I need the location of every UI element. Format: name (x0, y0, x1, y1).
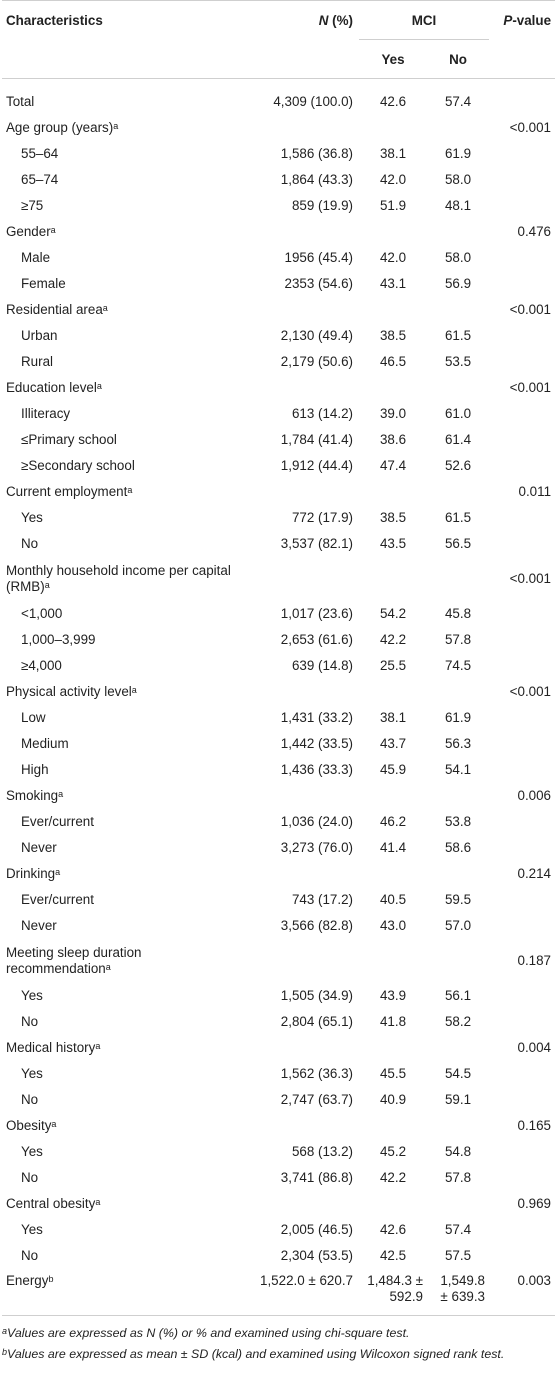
row-label: Energy$^b$ (2, 1269, 247, 1316)
cell-mci-yes: 39.0 (379, 406, 407, 421)
row-label: High (21, 762, 49, 777)
cell-n-percent (247, 1035, 359, 1061)
cell-mci-no: 61.9 (444, 710, 472, 725)
row-label: No (21, 1248, 39, 1263)
cell-n-percent (247, 679, 359, 705)
table-row (2, 245, 555, 271)
cell-n-percent: 568 (13.2) (291, 1144, 353, 1159)
footnote-marker: a (44, 580, 50, 590)
row-label: Obesity$^a$ (6, 1118, 57, 1133)
cell-p-value (489, 983, 555, 1009)
table-row (2, 79, 555, 116)
row-label: Low (21, 710, 46, 725)
row-label: Total (6, 94, 35, 109)
cell-p-value: <0.001 (509, 120, 552, 135)
cell-n-percent (247, 783, 359, 809)
cell-mci-yes: 45.2 (379, 1144, 407, 1159)
cell-mci-no (427, 1113, 489, 1139)
cell-n-percent: 772 (17.9) (291, 510, 353, 525)
cell-mci-yes: 40.5 (379, 892, 407, 907)
cell-mci-yes: 46.5 (379, 354, 407, 369)
table-row (2, 939, 555, 983)
cell-p-value: 0.214 (517, 866, 552, 881)
table-row (2, 835, 555, 861)
row-label: Age group (years)$^a$ (6, 120, 119, 135)
row-label: Yes (21, 510, 43, 525)
cell-mci-yes (359, 679, 427, 705)
table-row (2, 1165, 555, 1191)
cell-p-value (489, 1165, 555, 1191)
table-row (2, 349, 555, 375)
table-row (2, 601, 555, 627)
cell-mci-no: 61.5 (444, 328, 472, 343)
cell-mci-yes: 42.0 (379, 250, 407, 265)
cell-n-percent: 2,653 (61.6) (280, 632, 353, 647)
cell-n-percent: 3,566 (82.8) (280, 918, 353, 933)
cell-n-percent: 1956 (45.4) (284, 250, 353, 265)
cell-mci-no (427, 861, 489, 887)
row-label: Central obesity$^a$ (6, 1196, 101, 1211)
cell-mci-yes (359, 297, 427, 323)
cell-mci-yes: 43.7 (379, 736, 407, 751)
table-row (2, 453, 555, 479)
cell-mci-yes (359, 479, 427, 505)
cell-p-value: <0.001 (509, 571, 552, 586)
cell-mci-no (427, 783, 489, 809)
table-row (2, 479, 555, 505)
row-label: Urban (21, 328, 58, 343)
cell-n-percent: 1,784 (41.4) (280, 432, 353, 447)
table-row (2, 1009, 555, 1035)
footnote-marker: b (48, 1274, 54, 1284)
table-row (2, 1139, 555, 1165)
cell-n-percent (247, 557, 359, 601)
footnote-marker: a (95, 1197, 101, 1207)
cell-mci-no: 57.0 (444, 918, 472, 933)
cell-p-value (489, 401, 555, 427)
row-label: Medical history$^a$ (6, 1040, 101, 1055)
cell-mci-no: 56.5 (444, 536, 472, 551)
cell-p-value: 0.006 (517, 788, 552, 803)
table-row (2, 705, 555, 731)
row-label: Ever/current (21, 814, 94, 829)
cell-mci-yes: 25.5 (379, 658, 407, 673)
row-label: Drinking$^a$ (6, 866, 61, 881)
cell-n-percent: 4,309 (100.0) (273, 94, 353, 109)
cell-mci-yes: 47.4 (379, 458, 407, 473)
cell-mci-no: 58.0 (444, 250, 472, 265)
table-row (2, 1243, 555, 1269)
cell-n-percent: 1,431 (33.2) (280, 710, 353, 725)
row-label: No (21, 1014, 39, 1029)
cell-p-value (489, 505, 555, 531)
cell-mci-no (427, 375, 489, 401)
row-label: Female (21, 276, 66, 291)
row-label: Rural (21, 354, 53, 369)
cell-p-value (489, 245, 555, 271)
cell-mci-yes: 42.6 (379, 1222, 407, 1237)
cell-mci-yes (359, 1035, 427, 1061)
cell-mci-no: 61.0 (444, 406, 472, 421)
cell-mci-yes: 46.2 (379, 814, 407, 829)
table-row (2, 505, 555, 531)
table-row (2, 557, 555, 601)
cell-mci-yes (359, 783, 427, 809)
cell-n-percent: 1,017 (23.6) (280, 606, 353, 621)
cell-mci-no (427, 479, 489, 505)
cell-n-percent: 2,005 (46.5) (280, 1222, 353, 1237)
cell-mci-yes (359, 861, 427, 887)
row-label: Current employment$^a$ (6, 484, 133, 499)
table-row (2, 1087, 555, 1113)
cell-p-value (489, 1139, 555, 1165)
cell-n-percent: 1,864 (43.3) (280, 172, 353, 187)
cell-mci-yes: 38.6 (379, 432, 407, 447)
row-label: 1,000–3,999 (21, 632, 96, 647)
cell-n-percent (247, 1113, 359, 1139)
cell-p-value (489, 1243, 555, 1269)
cell-mci-no (427, 679, 489, 705)
cell-mci-no: 52.6 (444, 458, 472, 473)
cell-mci-yes: 41.4 (379, 840, 407, 855)
cell-n-percent (247, 219, 359, 245)
cell-p-value: 0.476 (517, 224, 552, 239)
footnote-marker: a (131, 685, 137, 695)
table-row (2, 219, 555, 245)
cell-p-value (489, 757, 555, 783)
cell-n-percent: 1,436 (33.3) (280, 762, 353, 777)
table-row (2, 323, 555, 349)
cell-n-percent: 2,747 (63.7) (280, 1092, 353, 1107)
footnote-marker: a (95, 1041, 101, 1051)
row-label: Male (21, 250, 51, 265)
cell-mci-yes: 42.2 (379, 1170, 407, 1185)
table-row (2, 861, 555, 887)
row-label: ≤Primary school (21, 432, 117, 447)
cell-mci-yes: 42.5 (379, 1248, 407, 1263)
cell-mci-yes (359, 1113, 427, 1139)
cell-p-value (489, 427, 555, 453)
header-mci: MCI (359, 1, 489, 40)
cell-mci-yes: 45.9 (379, 762, 407, 777)
cell-n-percent: 613 (14.2) (291, 406, 353, 421)
cell-n-percent (247, 861, 359, 887)
footnote: $^a$Values are expressed as N (%) or % and examined using chi-square test. (2, 1326, 410, 1340)
cell-p-value (489, 193, 555, 219)
cell-p-value: 0.003 (489, 1269, 555, 1316)
cell-n-percent: 743 (17.2) (291, 892, 353, 907)
cell-p-value (489, 887, 555, 913)
cell-p-value: 0.004 (517, 1040, 552, 1055)
cell-p-value (489, 141, 555, 167)
cell-mci-no: 54.5 (444, 1066, 472, 1081)
cell-mci-yes: 41.8 (379, 1014, 407, 1029)
row-label: Ever/current (21, 892, 94, 907)
cell-p-value (489, 731, 555, 757)
cell-mci-yes (359, 939, 427, 983)
cell-mci-no: 61.9 (444, 146, 472, 161)
characteristics-table (2, 0, 555, 1316)
cell-p-value: <0.001 (509, 302, 552, 317)
cell-p-value (489, 1009, 555, 1035)
cell-mci-yes: 38.5 (379, 328, 407, 343)
row-label: Meeting sleep duration recommendation$^a$ (6, 945, 142, 976)
cell-mci-no: 61.5 (444, 510, 472, 525)
cell-mci-no: 57.8 (444, 1170, 472, 1185)
cell-n-percent: 1,562 (36.3) (280, 1066, 353, 1081)
cell-p-value (489, 627, 555, 653)
table-row (2, 167, 555, 193)
cell-n-percent: 1,442 (33.5) (280, 736, 353, 751)
table-row (2, 809, 555, 835)
cell-n-percent: 859 (19.9) (291, 198, 353, 213)
row-label: Illiteracy (21, 406, 71, 421)
cell-n-percent: 1,586 (36.8) (280, 146, 353, 161)
row-label: 55–64 (21, 146, 59, 161)
cell-p-value (489, 653, 555, 679)
footnote-marker: a (58, 789, 64, 799)
row-label: Education level$^a$ (6, 380, 102, 395)
cell-n-percent (247, 1191, 359, 1217)
table-row (2, 297, 555, 323)
cell-mci-yes: 43.0 (379, 918, 407, 933)
row-label: No (21, 1092, 39, 1107)
row-label: Gender$^a$ (6, 224, 56, 239)
row-label: Yes (21, 1222, 43, 1237)
cell-mci-yes: 45.5 (379, 1066, 407, 1081)
cell-p-value (489, 323, 555, 349)
cell-p-value: 0.165 (517, 1118, 552, 1133)
row-label: Never (21, 840, 57, 855)
cell-mci-yes: 38.5 (379, 510, 407, 525)
cell-p-value (489, 913, 555, 939)
cell-n-percent: 2,804 (65.1) (280, 1014, 353, 1029)
cell-mci-no: 74.5 (444, 658, 472, 673)
cell-n-percent: 2,304 (53.5) (280, 1248, 353, 1263)
cell-mci-yes (359, 375, 427, 401)
table-row (2, 1113, 555, 1139)
cell-p-value (489, 1217, 555, 1243)
table-row (2, 653, 555, 679)
cell-p-value (489, 349, 555, 375)
cell-n-percent (247, 115, 359, 141)
cell-p-value (489, 835, 555, 861)
table-row (2, 141, 555, 167)
cell-n-percent (247, 939, 359, 983)
table-row (2, 1191, 555, 1217)
cell-mci-yes: 42.0 (379, 172, 407, 187)
table-row (2, 531, 555, 557)
cell-p-value (489, 79, 555, 116)
footnote: $^b$Values are expressed as mean ± SD (kcal) and examined using Wilcoxon signed rank test. (2, 1347, 505, 1361)
table-row (2, 983, 555, 1009)
table-row (2, 757, 555, 783)
cell-mci-yes: 42.6 (379, 94, 407, 109)
cell-mci-no: 59.1 (444, 1092, 472, 1107)
cell-mci-yes: 54.2 (379, 606, 407, 621)
cell-n-percent (247, 297, 359, 323)
cell-mci-no (427, 939, 489, 983)
cell-mci-yes: 43.1 (379, 276, 407, 291)
table-row (2, 193, 555, 219)
row-label: ≥Secondary school (21, 458, 135, 473)
cell-mci-yes: 38.1 (379, 710, 407, 725)
cell-n-percent: 2353 (54.6) (284, 276, 353, 291)
cell-n-percent: 2,179 (50.6) (280, 354, 353, 369)
cell-mci-no: 59.5 (444, 892, 472, 907)
footnote-marker: a (105, 962, 111, 972)
table-row (2, 375, 555, 401)
cell-p-value (489, 167, 555, 193)
table-row (2, 271, 555, 297)
row-label: Yes (21, 988, 43, 1003)
cell-n-percent (247, 375, 359, 401)
table-row (2, 1061, 555, 1087)
row-label: No (21, 536, 39, 551)
cell-mci-no (427, 557, 489, 601)
cell-mci-yes: 51.9 (379, 198, 407, 213)
cell-p-value (489, 453, 555, 479)
cell-n-percent: 1,912 (44.4) (280, 458, 353, 473)
footnote-marker: a (127, 485, 133, 495)
cell-n-percent: 639 (14.8) (291, 658, 353, 673)
cell-mci-no: 56.3 (444, 736, 472, 751)
cell-p-value (489, 1061, 555, 1087)
cell-mci-no: 56.1 (444, 988, 472, 1003)
table-row (2, 427, 555, 453)
cell-mci-no: 57.4 (444, 1222, 472, 1237)
row-label: Yes (21, 1144, 43, 1159)
cell-n-percent (247, 479, 359, 505)
footnote-marker: a (50, 225, 56, 235)
cell-mci-no: 57.5 (444, 1248, 472, 1263)
row-label: Monthly household income per capital (RMB)$^a$ (6, 563, 231, 594)
table-row (2, 913, 555, 939)
row-label: Yes (21, 1066, 43, 1081)
cell-p-value (489, 271, 555, 297)
cell-mci-no: 53.5 (444, 354, 472, 369)
row-label: ≥75 (21, 198, 44, 213)
cell-n-percent: 3,537 (82.1) (280, 536, 353, 551)
cell-mci-no: 54.1 (444, 762, 472, 777)
cell-mci-no: 57.4 (444, 94, 472, 109)
cell-mci-no (427, 219, 489, 245)
cell-p-value: 0.187 (517, 953, 552, 968)
cell-mci-yes (359, 219, 427, 245)
cell-p-value: <0.001 (509, 380, 552, 395)
table-row (2, 401, 555, 427)
cell-n-percent: 3,741 (86.8) (280, 1170, 353, 1185)
cell-p-value: 0.011 (518, 484, 552, 499)
cell-mci-yes (359, 557, 427, 601)
table-body (2, 79, 555, 1316)
cell-mci-yes: 38.1 (379, 146, 407, 161)
cell-p-value (489, 601, 555, 627)
cell-p-value (489, 1087, 555, 1113)
cell-mci-no: 58.2 (444, 1014, 472, 1029)
cell-mci-no: 45.8 (444, 606, 472, 621)
cell-mci-no: 61.4 (444, 432, 472, 447)
cell-mci-no (427, 297, 489, 323)
cell-mci-yes: 40.9 (379, 1092, 407, 1107)
footnote-marker: a (102, 303, 108, 313)
header-mci-yes: Yes (359, 40, 427, 79)
cell-mci-yes (359, 1191, 427, 1217)
table-row (2, 115, 555, 141)
header-characteristics: Characteristics (2, 1, 247, 79)
footnotes (0, 1316, 557, 1363)
cell-mci-no (427, 115, 489, 141)
footnote-marker: a (113, 121, 119, 131)
row-label: No (21, 1170, 39, 1185)
cell-mci-yes (359, 115, 427, 141)
row-label: ≥4,000 (21, 658, 62, 673)
table-row (2, 887, 555, 913)
row-label: Physical activity level$^a$ (6, 684, 137, 699)
table-row (2, 1217, 555, 1243)
cell-mci-no: 58.0 (444, 172, 472, 187)
footnote-marker: a (96, 381, 102, 391)
cell-mci-no: 56.9 (444, 276, 472, 291)
cell-mci-no: 57.8 (444, 632, 472, 647)
header-p-value: P-value (489, 1, 555, 79)
row-label: Medium (21, 736, 69, 751)
cell-mci-no: 1,549.8 ± 639.3 (427, 1269, 489, 1316)
cell-mci-no: 48.1 (444, 198, 472, 213)
header-n-percent: N (%) (247, 1, 359, 79)
table-row (2, 1035, 555, 1061)
cell-p-value (489, 531, 555, 557)
table-row (2, 679, 555, 705)
row-label: <1,000 (21, 606, 63, 621)
footnote-marker: a (51, 1119, 57, 1129)
cell-n-percent: 2,130 (49.4) (280, 328, 353, 343)
table-row (2, 783, 555, 809)
cell-n-percent: 1,036 (24.0) (280, 814, 353, 829)
cell-p-value (489, 809, 555, 835)
cell-n-percent: 1,522.0 ± 620.7 (247, 1269, 359, 1316)
cell-mci-no: 53.8 (444, 814, 472, 829)
cell-mci-no: 58.6 (444, 840, 472, 855)
cell-mci-no (427, 1191, 489, 1217)
row-label: Never (21, 918, 57, 933)
footnote-marker: a (55, 867, 61, 877)
cell-mci-no (427, 1035, 489, 1061)
table-row (2, 731, 555, 757)
cell-mci-yes: 43.5 (379, 536, 407, 551)
cell-p-value: 0.969 (517, 1196, 552, 1211)
cell-mci-yes: 42.2 (379, 632, 407, 647)
cell-mci-yes: 1,484.3 ± 592.9 (359, 1269, 427, 1316)
table-row (2, 1269, 555, 1316)
table-row (2, 627, 555, 653)
cell-mci-yes: 43.9 (379, 988, 407, 1003)
row-label: Residential area$^a$ (6, 302, 108, 317)
cell-n-percent: 1,505 (34.9) (280, 988, 353, 1003)
cell-p-value (489, 705, 555, 731)
row-label: Smoking$^a$ (6, 788, 64, 803)
cell-mci-no: 54.8 (444, 1144, 472, 1159)
header-mci-no: No (427, 40, 489, 79)
cell-p-value: <0.001 (509, 684, 552, 699)
cell-n-percent: 3,273 (76.0) (280, 840, 353, 855)
row-label: 65–74 (21, 172, 59, 187)
